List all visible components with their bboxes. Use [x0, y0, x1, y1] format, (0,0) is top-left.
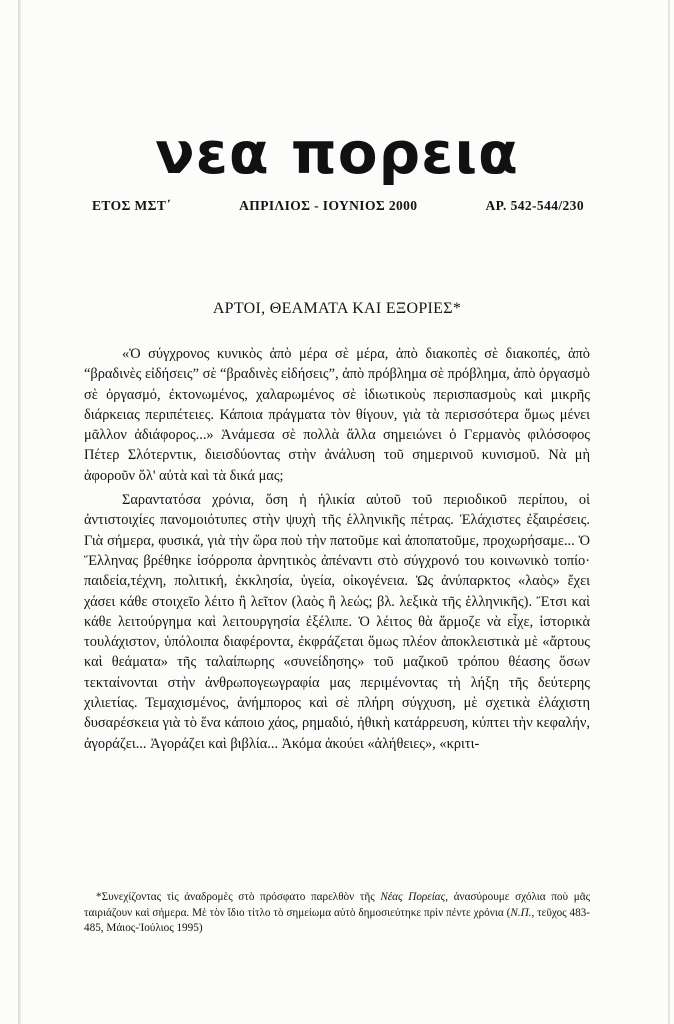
footnote — [84, 890, 590, 937]
issue-info-line — [92, 198, 584, 214]
footnote-text-2: , ἀνασύρουμε σχόλια ποὺ μᾶς ταιριάζουν καὶ σήμερα. Μὲ τὸν ἴδιο τίτλο τὸ σημείωμα αὐτὸ δημοσιεύτηκε πρὶν πέντε χρόνια ( — [84, 891, 590, 919]
footnote-journal-name: Νέας Πορείας — [380, 891, 446, 903]
article-paragraph: «Ὁ σύγχρονος κυνικὸς ἀπὸ μέρα σὲ μέρα, ἀπὸ διακοπὲς σὲ διακοπές, ἀπὸ “βραδινὲς εἰδήσεις” σὲ “βραδινὲς εἰδήσεις”, ἀπὸ πρόβλημα σὲ πρόβλημα, ἀπὸ ὀργασμὸ σὲ ὀργασμό, ἐκτονωμένος, χαλαρωμένος σὲ ἰδιωτικοὺς περισπασμοὺς καὶ μικρῆς διάρκειας περιπέτειες. Κάποια πράγματα τὸν θίγουν, γιὰ τὰ περισσότερα ὅμως μένει μᾶλλον ἀδιάφορος...» Ἀνάμεσα σὲ πολλὰ ἄλλα σημειώνει ὁ Γερμανὸς φιλόσοφος Πέτερ Σλότερντικ, διεισδύοντας στὴν ἀνάλυση τοῦ σημερινοῦ κυνισμοῦ. Νὰ μὴ ἀφοροῦν ὅλ' αὐτὰ καὶ τὰ δικά μας; — [84, 346, 590, 484]
footnote-text-3: , τεῦχος 483-485, Μάιος-Ἰούλιος 1995) — [84, 906, 591, 934]
footnote-abbreviation: Ν.Π. — [510, 906, 532, 919]
article-title: ΑΡΤΟΙ, ΘΕΑΜΑΤΑ ΚΑΙ ΕΞΟΡΙΕΣ* — [212, 300, 462, 317]
footnote-text-1: *Συνεχίζοντας τὶς ἀναδρομὲς στὸ πρόσφατο παρελθὸν τῆς — [96, 891, 381, 903]
article-paragraph: Σαραντατόσα χρόνια, ὅση ἡ ἡλικία αὐτοῦ τοῦ περιοδικοῦ περίπου, οἱ ἀντιστοιχίες πανομοιότυπες στὴν ψυχὴ τῆς ἑλληνικῆς πέτρας. Ἐλάχιστες ἐξαιρέσεις. Γιὰ σήμερα, φυσικά, γιὰ τὴν ὥρα ποὺ τὴν πατοῦμε καὶ ἀποπατοῦμε, προχωρήσαμε... Ὁ Ἕλληνας βρέθηκε ἰσόρροπα ἀρνητικὸς ἀπέναντι στὸ σύγχρονό του κοινωνικὸ τοπίο· παιδεία,τέχνη, πολιτική, ἐκκλησία, ὑγεία, οἰκογένεια. Ὡς ἀνύπαρκτος «λαὸς» ἔχει χάσει κάθε στοιχεῖο λέιτο ἢ λεῖτον (λαὸς ἢ λεώς; βλ. λεξικὰ τῆς ἑλληνικῆς). Ἔτσι καὶ κάθε λειτούργημα καὶ λειτουργησία ἐξέλιπε. Ὁ λέιτος θὰ ἅρμοζε νὰ εἶχε, ἱστορικὰ τουλάχιστον, ὑπόλοιπα διαφέροντα, ἐκφράζεται ὅμως πλέον ἀποκλειστικὰ μὲ «ἄρτους καὶ θεάματα» τῆς ταλαίπωρης «συνείδησης» τοῦ μαζικοῦ τρόπου θέασης ὅσων τεκταίνονται στὴν ἀνθρωπογεωγραφία μας περιμένοντας τὴ λήξη τῆς δεύτερης χιλιετίας. Τεμαχισμένος, ἀνήμπορος καὶ σὲ πλήρη σύγχυση, μὲ σχετικὰ ἐλάχιστη δυσαρέσκεια γιὰ τὸ ἕνα κάποιο χάος, ρημαδιό, ἠθικὴ κατάρρευση, κύπτει τὴν κεφαλήν, ἀγοράζει... Ἀγοράζει καὶ βιβλία... Ἀκόμα ἀκούει «ἀλήθειες», «κριτι- — [84, 492, 590, 752]
issue-number: ΑΡ. 542-544/230 — [485, 198, 584, 213]
article-body — [84, 344, 590, 754]
issue-period: ΑΠΡΙΛΙΟΣ - ΙΟΥΝΙΟΣ 2000 — [239, 198, 418, 213]
masthead-title: νεα πορεια — [155, 119, 519, 187]
issue-year: ΕΤΟΣ ΜΣΤ΄ — [92, 198, 172, 213]
